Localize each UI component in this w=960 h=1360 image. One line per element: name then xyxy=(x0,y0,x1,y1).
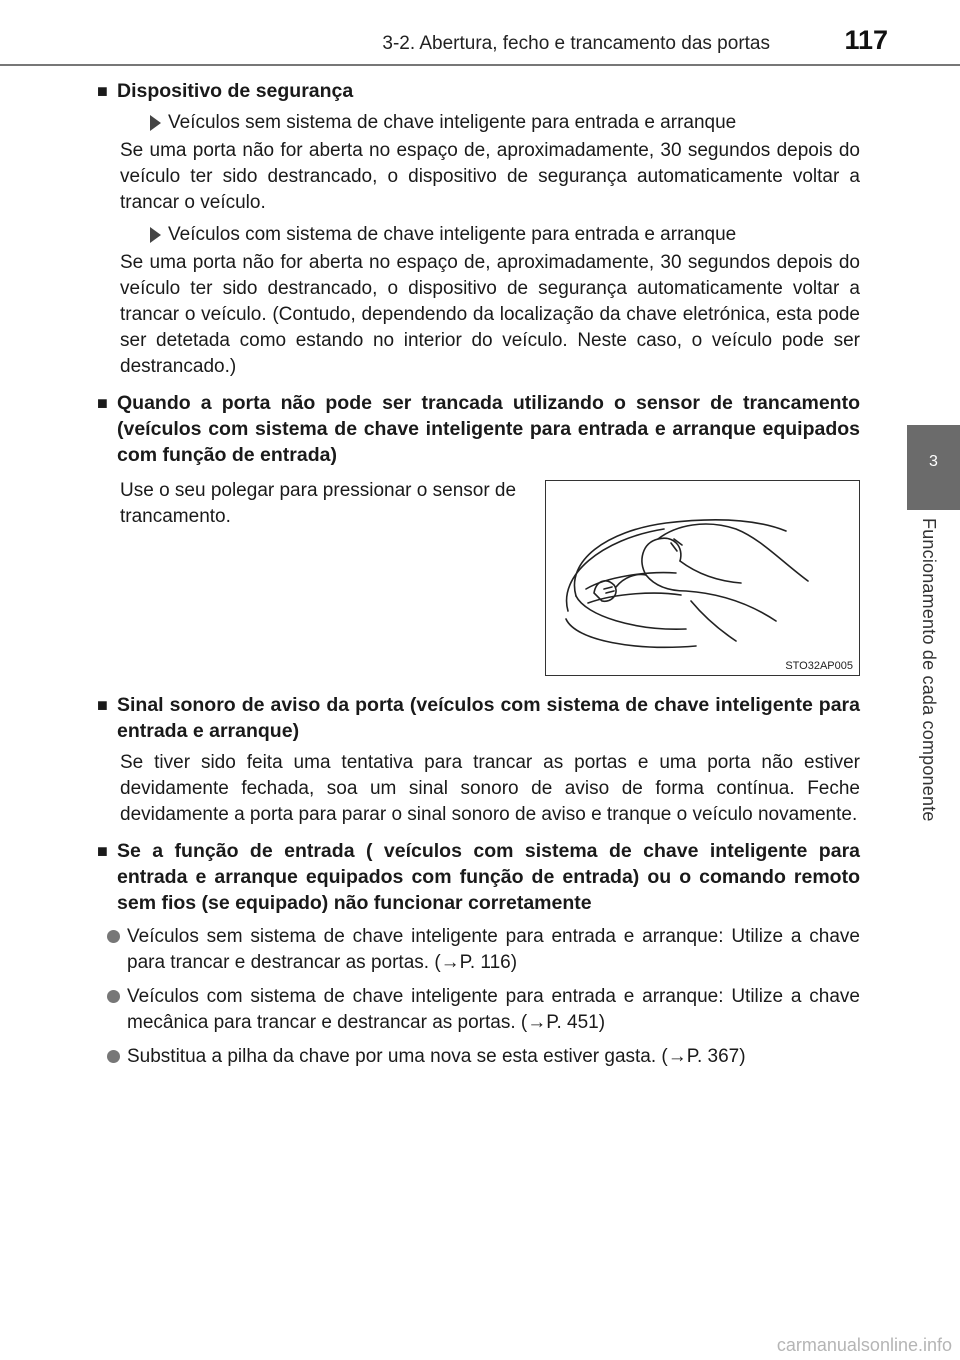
chapter-tab-number: 3 xyxy=(929,453,938,470)
page-content xyxy=(97,78,860,1076)
circle-bullet-icon xyxy=(107,930,120,943)
section-title: Dispositivo de segurança xyxy=(117,80,354,102)
chapter-side-label: Funcionamento de cada componente xyxy=(919,518,939,822)
section-security-device xyxy=(97,78,860,380)
section-title: Quando a porta não pode ser trancada utilizando o sensor de trancamento (veículos com sistema de chave inteligente para entrada e arranque equipados com função de entrada) xyxy=(117,392,860,466)
thumb-on-sensor-drawing xyxy=(546,481,862,675)
subsection-label: Veículos com sistema de chave inteligente para entrada e arranque xyxy=(168,224,737,245)
paragraph: Se uma porta não for aberta no espaço de, aproximadamente, 30 segundos depois do veículo ter sido destrancado, o dispositivo de segurança automaticamente voltar a trancar o veículo. xyxy=(120,140,860,213)
chapter-tab xyxy=(907,425,960,510)
section-door-warning-buzzer xyxy=(97,692,860,828)
chapter-title: 3-2. Abertura, fecho e trancamento das portas xyxy=(382,33,770,54)
triangle-bullet-icon xyxy=(150,115,161,131)
list-item: Veículos sem sistema de chave inteligente para entrada e arranque: Utilize a chave para trancar e destrancar as portas. (→P. 116) xyxy=(107,924,860,976)
circle-bullet-icon xyxy=(107,1050,120,1063)
square-bullet-icon: ■ xyxy=(97,81,108,101)
paragraph: Use o seu polegar para pressionar o sensor de trancamento. xyxy=(120,480,517,527)
page-number: 117 xyxy=(844,25,888,55)
door-handle-illustration xyxy=(545,480,860,676)
section-title: Se a função de entrada ( veículos com sistema de chave inteligente para entrada e arranque equipados com função de entrada) ou o comando remoto sem fios (se equipado) não funcionar corretamente xyxy=(117,840,860,914)
section-title: Sinal sonoro de aviso da porta (veículos com sistema de chave inteligente para entrada e arranque) xyxy=(117,694,860,742)
square-bullet-icon: ■ xyxy=(97,695,108,715)
list-item: Veículos com sistema de chave inteligente para entrada e arranque: Utilize a chave mecânica para trancar e destrancar as portas. (→P. 451) xyxy=(107,984,860,1036)
list-item: Substitua a pilha da chave por uma nova se esta estiver gasta. (→P. 367) xyxy=(107,1044,860,1070)
subsection-label: Veículos sem sistema de chave inteligente para entrada e arranque xyxy=(168,112,737,133)
square-bullet-icon: ■ xyxy=(97,841,108,861)
watermark: carmanualsonline.info xyxy=(776,1335,952,1355)
page-header xyxy=(0,0,960,70)
paragraph: Se uma porta não for aberta no espaço de, aproximadamente, 30 segundos depois do veículo ter sido destrancado, o dispositivo de segurança automaticamente voltar a trancar o veículo. (Contudo, dependendo da localização da chave eletrónica, esta pode ser detetada como estando no interior do veículo. Neste caso, o veículo pode ser destrancado.) xyxy=(120,252,860,377)
square-bullet-icon: ■ xyxy=(97,393,108,413)
section-entry-malfunction xyxy=(97,838,860,1070)
triangle-bullet-icon xyxy=(150,227,161,243)
figure-code: STO32AP005 xyxy=(785,660,853,672)
section-lock-sensor xyxy=(97,390,860,676)
circle-bullet-icon xyxy=(107,990,120,1003)
paragraph: Se tiver sido feita uma tentativa para trancar as portas e uma porta não estiver devidamente fechada, soa um sinal sonoro de aviso de forma contínua. Feche devidamente a porta para parar o sinal sonoro de aviso e tranque o veículo novamente. xyxy=(120,752,860,825)
header-divider xyxy=(0,64,960,66)
